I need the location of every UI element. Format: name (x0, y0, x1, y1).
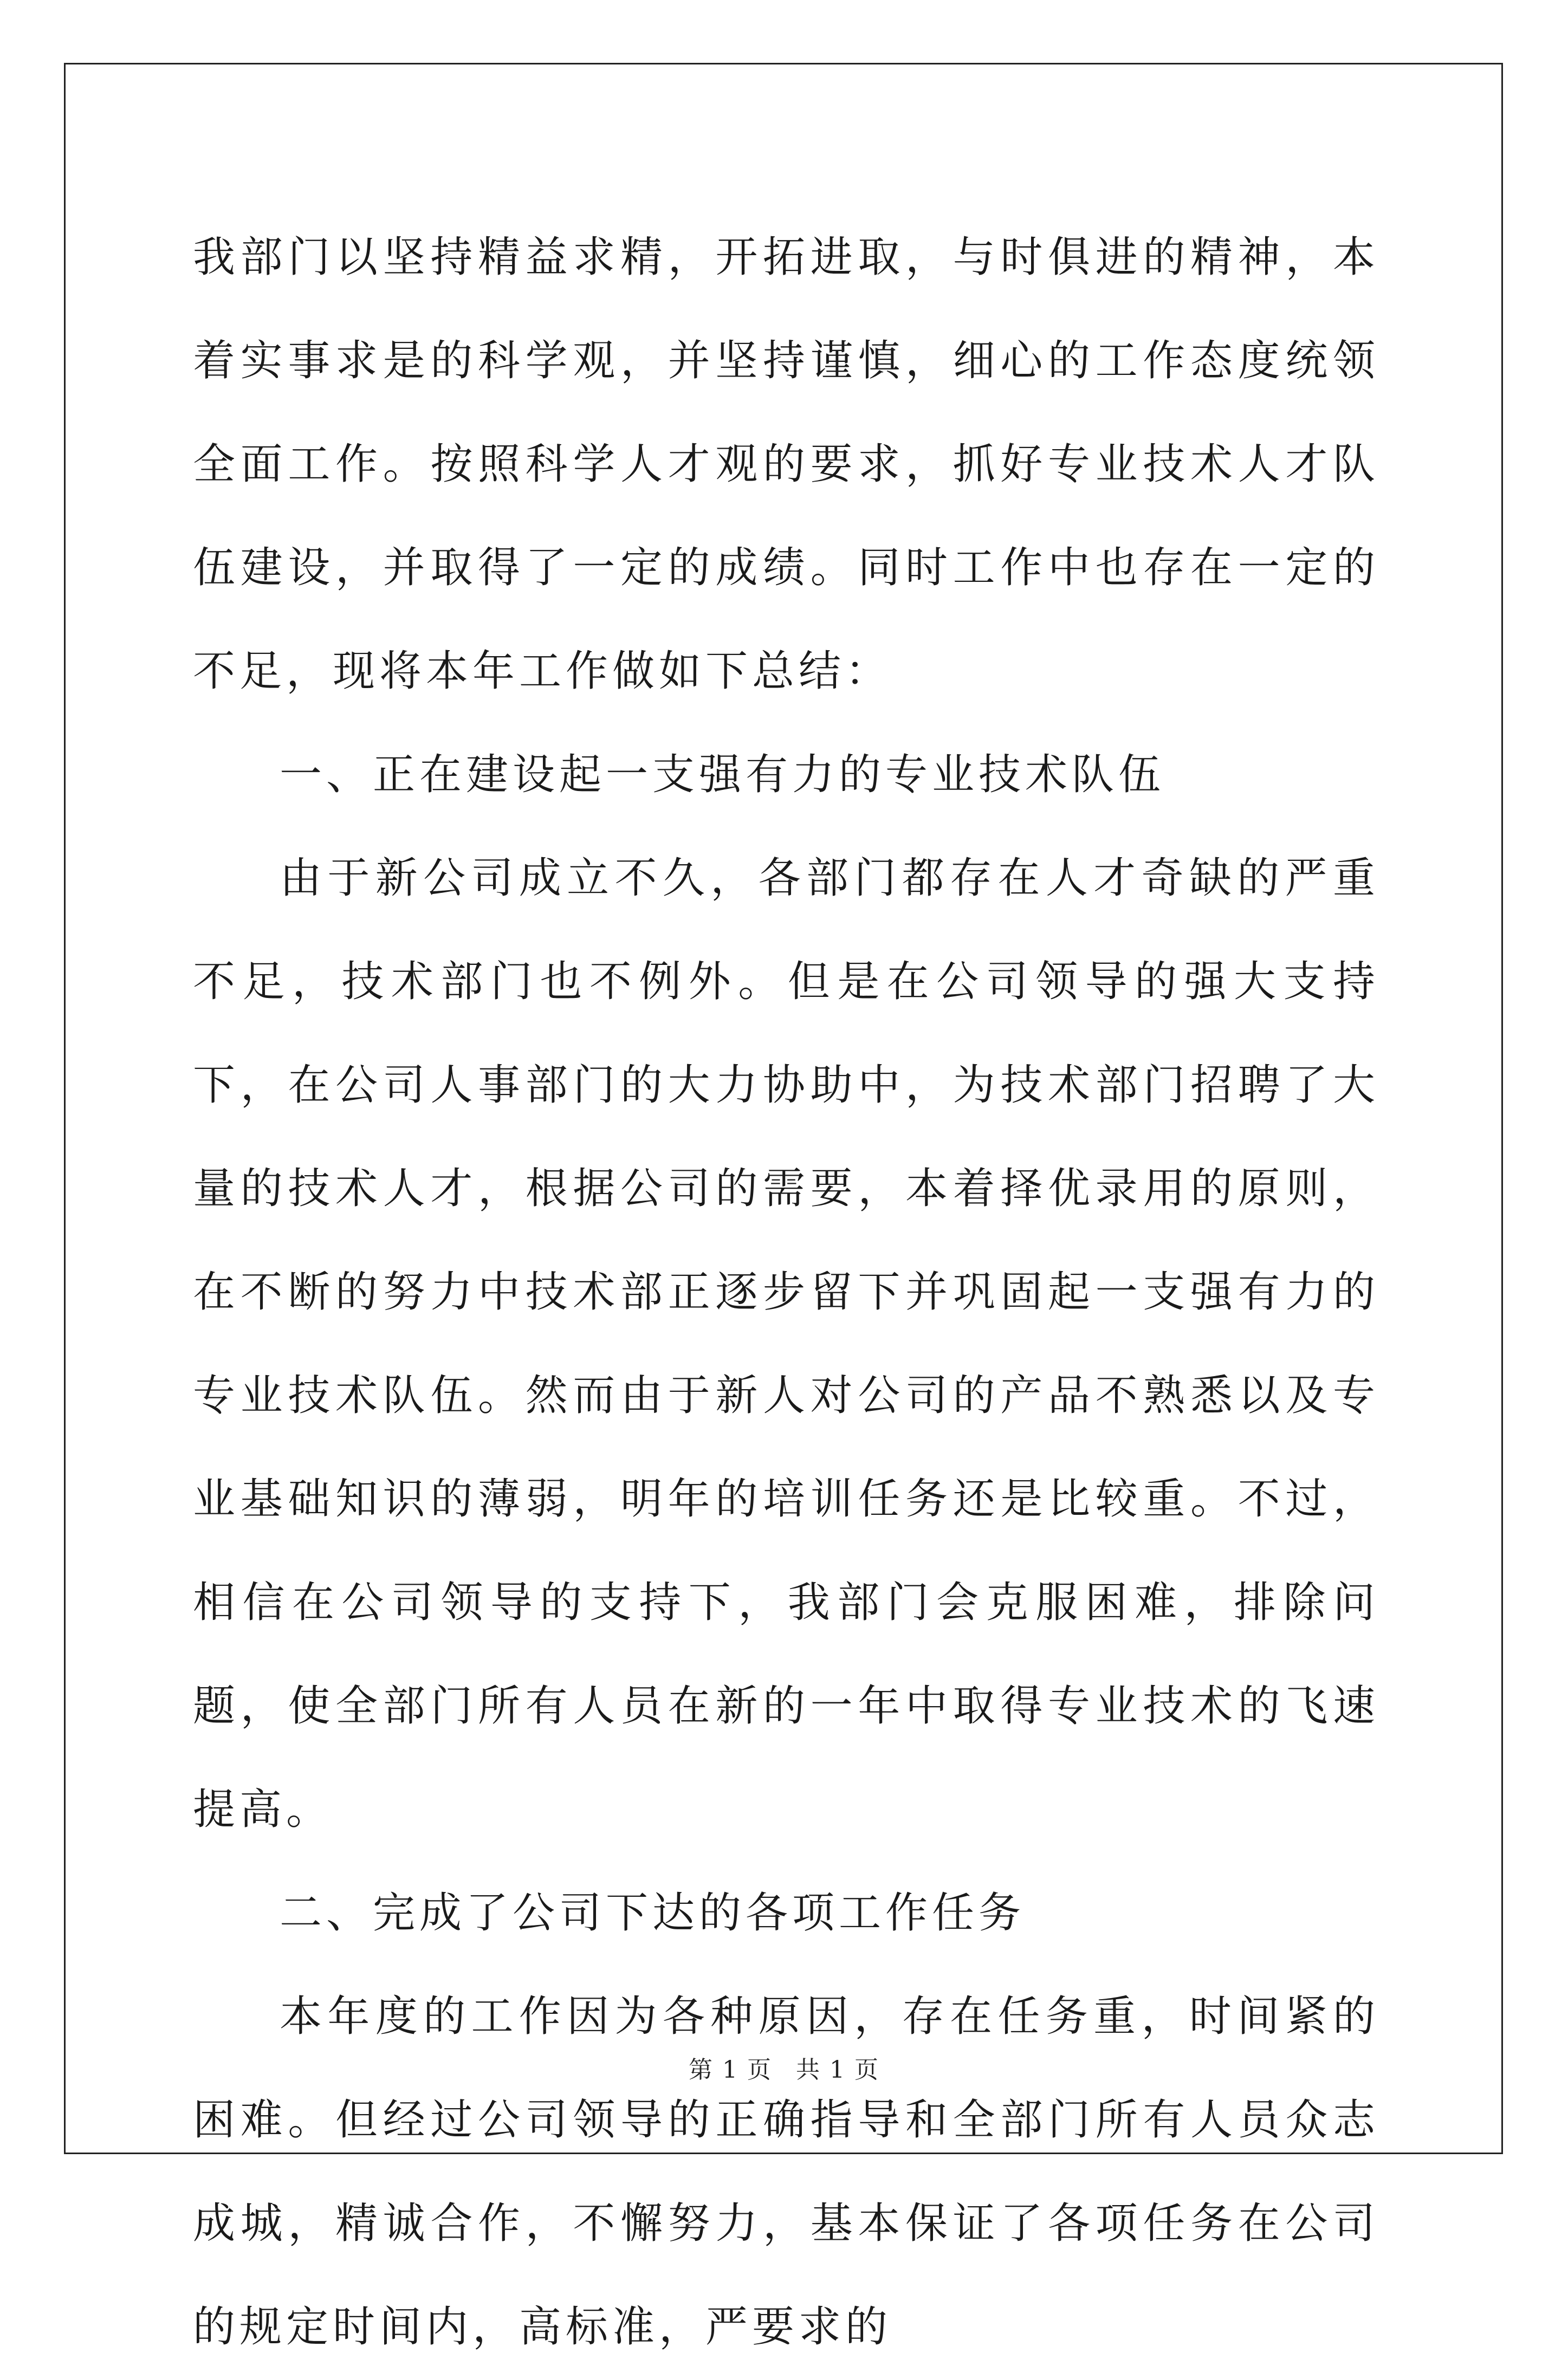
paragraph-intro: 我部门以坚持精益求精，开拓进取，与时俱进的精神，本着实事求是的科学观，并坚持谨慎，细心的工作态度统领全面工作。按照科学人才观的要求，抓好专业技术人才队伍建设，并取得了一定的成绩。同时工作中也存在一定的不足，现将本年工作做如下总结： (193, 233, 1379, 696)
section-heading-1: 一、正在建设起一支强有力的专业技术队伍 (280, 750, 1165, 799)
paragraph-section-1: 由于新公司成立不久，各部门都存在人才奇缺的严重不足，技术部门也不例外。但是在公司领导的强大支持下，在公司人事部门的大力协助中，为技术部门招聘了大量的技术人才，根据公司的需要，本着择优录用的原则，在不断的努力中技术部正逐步留下并巩固起一支强有力的专业技术队伍。然而由于新人对公司的产品不熟悉以及专业基础知识的薄弱，明年的培训任务还是比较重。不过，相信在公司领导的支持下，我部门会克服困难，排除问题，使全部门所有人员在新的一年中取得专业技术的飞速提高。 (193, 854, 1379, 1834)
page-footer (0, 2050, 1568, 2085)
section-heading-2: 二、完成了公司下达的各项工作任务 (280, 1889, 1026, 1937)
paragraph-section-2: 本年度的工作因为各种原因，存在任务重，时间紧的困难。但经过公司领导的正确指导和全部门所有人员众志成城，精诚合作，不懈努力，基本保证了各项任务在公司的规定时间内，高标准，严要求的 (193, 1992, 1379, 2351)
total-pages: 共 1 页 (796, 2056, 879, 2084)
page-number: 第 1 页 (689, 2056, 772, 2084)
